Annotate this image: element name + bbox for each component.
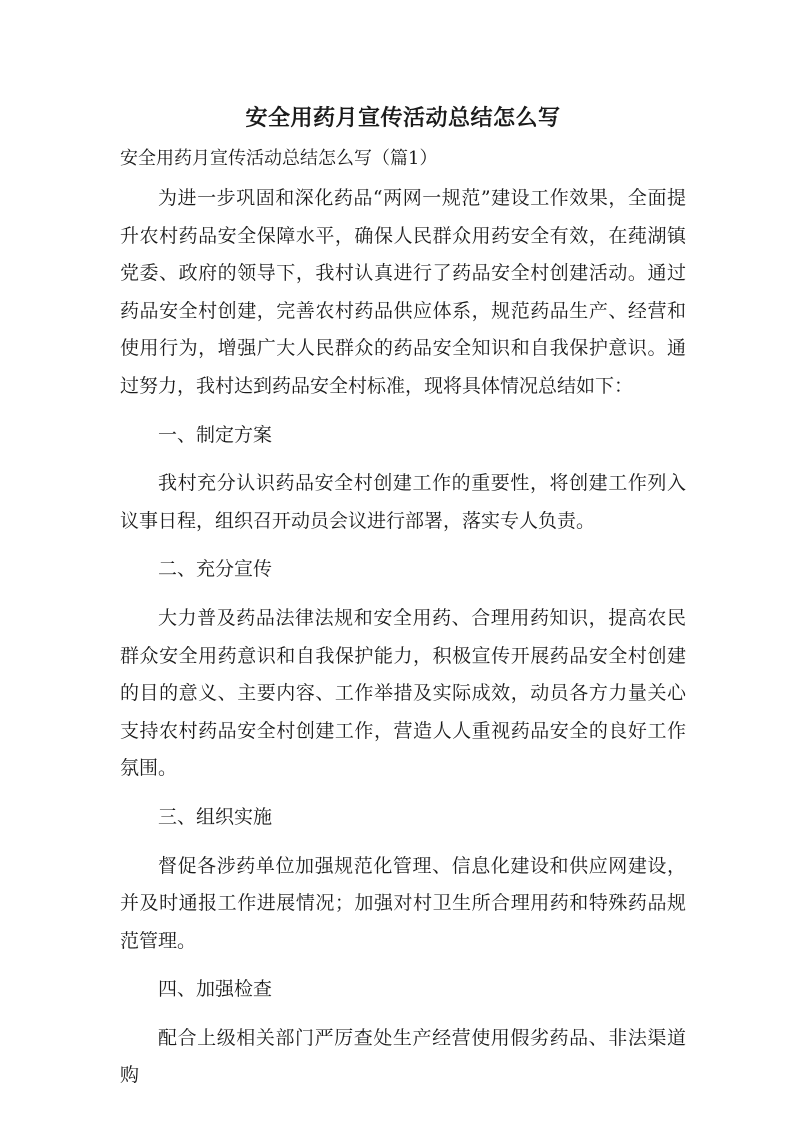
document-content xyxy=(120,100,686,1106)
section-heading-4: 四、加强检查 xyxy=(158,978,273,1001)
section-body-3: 督促各涉药单位加强规范化管理、信息化建设和供应网建设，并及时通报工作进展情况；加强对村卫生所合理用药和特殊药品规范管理。 xyxy=(120,854,686,952)
document-subtitle: 安全用药月宣传活动总结怎么写（篇1） xyxy=(120,148,438,169)
section-body-1: 我村充分认识药品安全村创建工作的重要性，将创建工作列入议事日程，组织召开动员会议进行部署，落实专人负责。 xyxy=(120,472,686,532)
section-heading-3: 三、组织实施 xyxy=(158,805,273,828)
section-body-2: 大力普及药品法律法规和安全用药、合理用药知识，提高农民群众安全用药意识和自我保护能力，积极宣传开展药品安全村创建的目的意义、主要内容、工作举措及实际成效，动员各方力量关心支持农村药品安全村创建工作，营造人人重视药品安全的良好工作氛围。 xyxy=(120,606,686,780)
section-heading-1: 一、制定方案 xyxy=(158,423,273,446)
document-title: 安全用药月宣传活动总结怎么写 xyxy=(245,105,561,131)
intro-paragraph: 为进一步巩固和深化药品“两网一规范”建设工作效果，全面提升农村药品安全保障水平，确保人民群众用药安全有效，在莼湖镇党委、政府的领导下，我村认真进行了药品安全村创建活动。通过药品安全村创建，完善农村药品供应体系，规范药品生产、经营和使用行为，增强广大人民群众的药品安全知识和自我保护意识。通过努力，我村达到药品安全村标准，现将具体情况总结如下： xyxy=(120,187,686,397)
section-body-4: 配合上级相关部门严厉查处生产经营使用假劣药品、非法渠道购 xyxy=(120,1026,686,1087)
section-heading-2: 二、充分宣传 xyxy=(158,558,273,581)
